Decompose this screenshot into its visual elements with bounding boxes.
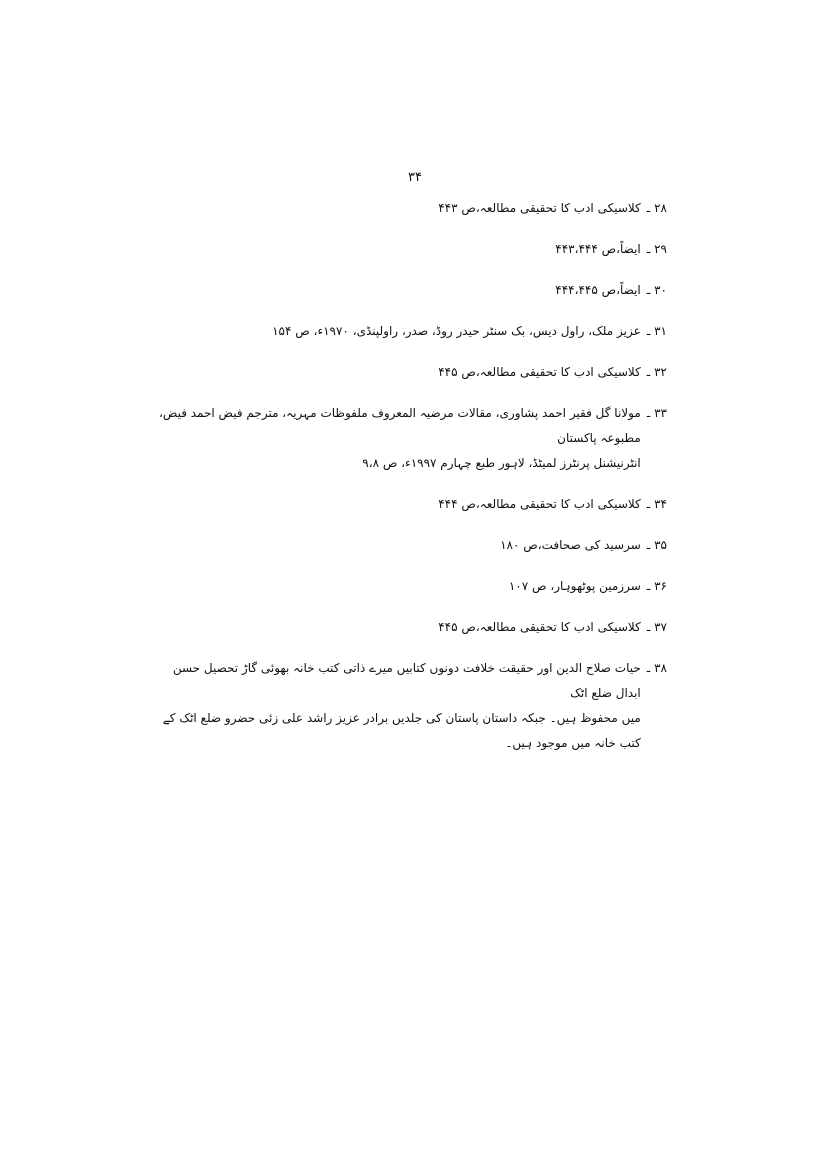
- footnote-item: [157, 278, 667, 303]
- footnote-item: [157, 615, 667, 640]
- footnote-number: ۳۵ ـ: [646, 538, 667, 552]
- footnote-text: ایضاً،ص ۴۴۳،۴۴۴: [555, 242, 641, 256]
- footnote-item: [157, 196, 667, 221]
- footnote-item: [157, 360, 667, 385]
- footnote-text: سرزمین پوٹھوہار، ص ۱۰۷: [508, 579, 641, 593]
- footnote-number: ۳۶ ـ: [646, 579, 667, 593]
- footnote-number: ۳۷ ـ: [646, 620, 667, 634]
- footnote-item: [157, 533, 667, 558]
- footnote-text: کلاسیکی ادب کا تحقیقی مطالعہ،ص ۴۴۴: [438, 497, 641, 511]
- footnote-item: [157, 237, 667, 262]
- footnote-text: ایضاً،ص ۴۴۴،۴۴۵: [555, 283, 641, 297]
- footnote-item: [157, 401, 667, 476]
- footnote-text: کلاسیکی ادب کا تحقیقی مطالعہ،ص ۴۴۵: [438, 365, 641, 379]
- footnote-number: ۲۹ ـ: [646, 242, 667, 256]
- footnotes-list: [157, 196, 667, 772]
- footnote-item: [157, 656, 667, 756]
- footnote-text: حیات صلاح الدین اور حقیقت خلافت دونوں کتابیں میرے ذاتی کتب خانہ بھوئی گاڑ تحصیل حسن ابدال ضلع اٹک میں محفوظ ہیں۔ جبکہ داستان پاستان کی جلدیں برادر عزیز راشد علی زئی حضرو ضلع اٹک کے کتب خانہ میں موجود ہیں۔: [162, 661, 641, 750]
- page-number: ۳۴: [408, 170, 422, 185]
- footnote-text: کلاسیکی ادب کا تحقیقی مطالعہ،ص ۴۴۵: [438, 620, 641, 634]
- footnote-number: ۳۸ ـ: [646, 661, 667, 675]
- footnote-text: کلاسیکی ادب کا تحقیقی مطالعہ،ص ۴۴۳: [438, 201, 641, 215]
- footnote-item: [157, 574, 667, 599]
- footnote-number: ۳۲ ـ: [646, 365, 667, 379]
- footnote-text: مولانا گل فقیر احمد پشاوری، مقالات مرضیہ المعروف ملفوظات مہریہ، مترجم فیض احمد فیض، مطبوعہ پاکستان انٹرنیشنل پرنٹرز لمیٹڈ، لاہور طبع چہارم ۱۹۹۷ء، ص ۹،۸: [159, 406, 641, 470]
- footnote-item: [157, 319, 667, 344]
- footnote-number: ۳۳ ـ: [646, 406, 667, 420]
- footnote-number: ۲۸ ـ: [646, 201, 667, 215]
- footnote-text: سرسید کی صحافت،ص ۱۸۰: [500, 538, 641, 552]
- footnote-text: عزیز ملک، راول دیس، بک سنٹر حیدر روڈ، صدر، راولپنڈی، ۱۹۷۰ء، ص ۱۵۴: [272, 324, 641, 338]
- footnote-number: ۳۴ ـ: [646, 497, 667, 511]
- footnote-item: [157, 492, 667, 517]
- footnote-number: ۳۱ ـ: [646, 324, 667, 338]
- footnote-number: ۳۰ ـ: [646, 283, 667, 297]
